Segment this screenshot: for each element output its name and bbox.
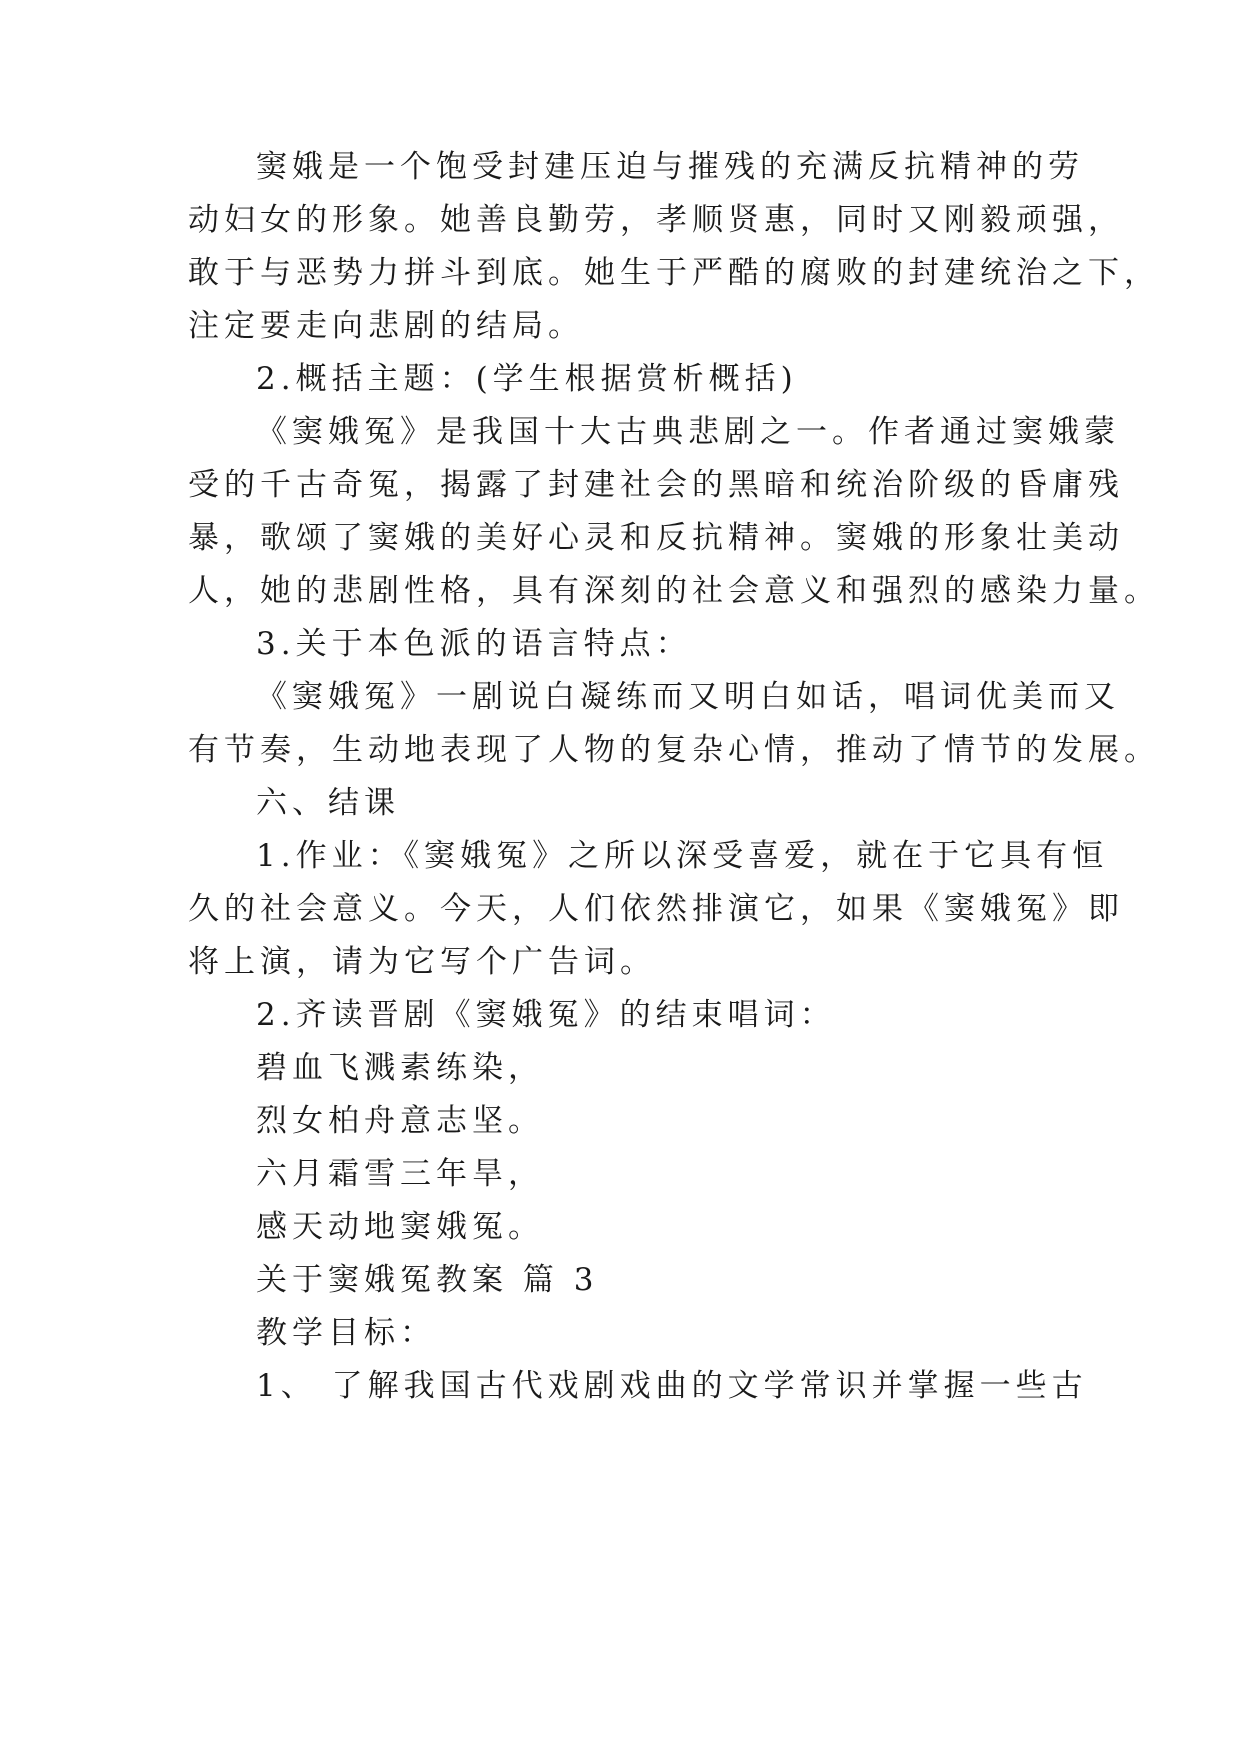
section-heading: 2.概括主题：(学生根据赏析概括) [256, 361, 798, 397]
verse-line: 感天动地窦娥冤。 [256, 1209, 544, 1245]
paragraph-line: 久的社会意义。今天，人们依然排演它，如果《窦娥冤》即 [188, 891, 1124, 927]
section-heading: 六、结课 [256, 785, 400, 821]
paragraph-line: 注定要走向悲剧的结局。 [188, 308, 584, 344]
paragraph-line: 将上演，请为它写个广告词。 [188, 944, 656, 980]
paragraph-line: 暴，歌颂了窦娥的美好心灵和反抗精神。窦娥的形象壮美动 [188, 520, 1124, 556]
paragraph-line: 窦娥是一个饱受封建压迫与摧残的充满反抗精神的劳 [256, 149, 1084, 185]
verse-line: 烈女柏舟意志坚。 [256, 1103, 544, 1139]
section-title: 关于窦娥冤教案 篇 3 [256, 1262, 599, 1298]
paragraph-line: 有节奏，生动地表现了人物的复杂心情，推动了情节的发展。 [188, 732, 1160, 768]
section-heading: 教学目标： [256, 1315, 436, 1351]
paragraph-line: 1.作业：《窦娥冤》之所以深受喜爱，就在于它具有恒 [256, 838, 1109, 874]
paragraph-line: 受的千古奇冤，揭露了封建社会的黑暗和统治阶级的昏庸残 [188, 467, 1124, 503]
paragraph-line: 《窦娥冤》一剧说白凝练而又明白如话，唱词优美而又 [256, 679, 1120, 715]
paragraph-line: 人，她的悲剧性格，具有深刻的社会意义和强烈的感染力量。 [188, 573, 1160, 609]
paragraph-line: 《窦娥冤》是我国十大古典悲剧之一。作者通过窦娥蒙 [256, 414, 1120, 450]
verse-line: 六月霜雪三年旱， [256, 1156, 544, 1192]
verse-line: 碧血飞溅素练染， [256, 1050, 544, 1086]
paragraph-line: 1、 了解我国古代戏剧戏曲的文学常识并掌握一些古 [256, 1368, 1088, 1404]
paragraph-line: 敢于与恶势力拼斗到底。她生于严酷的腐败的封建统治之下， [188, 255, 1160, 291]
paragraph-line: 动妇女的形象。她善良勤劳，孝顺贤惠，同时又刚毅顽强， [188, 202, 1124, 238]
section-heading: 3.关于本色派的语言特点： [256, 626, 692, 662]
paragraph-line: 2.齐读晋剧《窦娥冤》的结束唱词： [256, 997, 836, 1033]
